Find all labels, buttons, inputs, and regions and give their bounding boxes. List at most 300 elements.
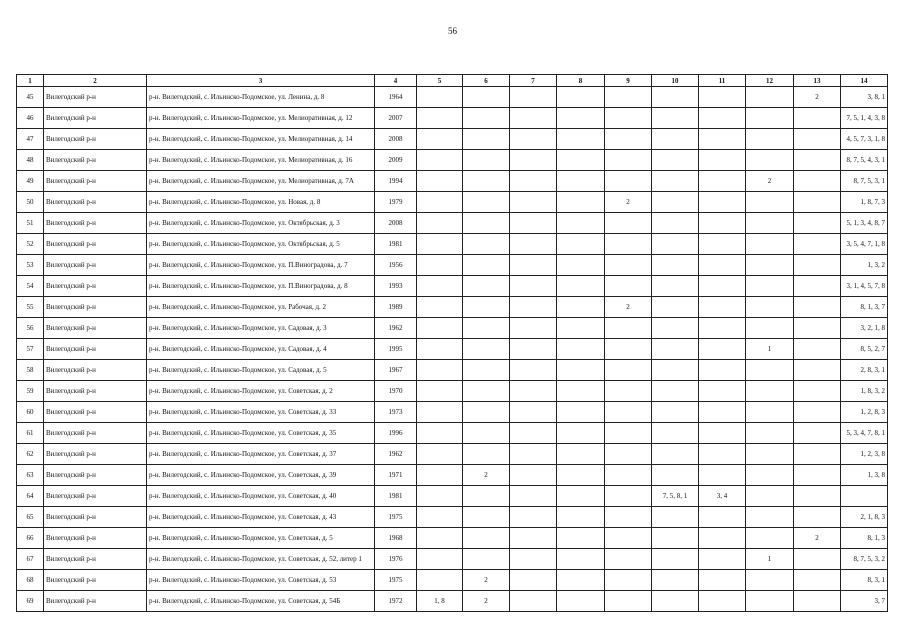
col-9-cell: 2 xyxy=(605,297,652,318)
address-cell: р-н. Вилегодский, с. Ильинско-Подомское, ул. Советская, д. 43 xyxy=(147,507,375,528)
column-header-2: 2 xyxy=(44,75,147,87)
col-10-cell xyxy=(652,171,699,192)
col-11-cell xyxy=(699,528,746,549)
col-8-cell xyxy=(557,150,605,171)
table-row xyxy=(17,108,888,129)
col-10-cell xyxy=(652,318,699,339)
row-number-cell: 66 xyxy=(17,528,44,549)
col-9-cell xyxy=(605,549,652,570)
row-number-cell: 50 xyxy=(17,192,44,213)
table-row xyxy=(17,549,888,570)
address-cell: р-н. Вилегодский, с. Ильинско-Подомское, ул. Советская, д. 53 xyxy=(147,570,375,591)
col-5-cell xyxy=(417,507,463,528)
col-5-cell xyxy=(417,171,463,192)
col-6-cell xyxy=(463,234,510,255)
col-5-cell xyxy=(417,276,463,297)
header-row xyxy=(17,75,888,87)
col-13-cell xyxy=(794,507,841,528)
col-12-cell xyxy=(746,318,794,339)
col-12-cell xyxy=(746,297,794,318)
row-number-cell: 55 xyxy=(17,297,44,318)
col-7-cell xyxy=(510,549,557,570)
address-cell: р-н. Вилегодский, с. Ильинско-Подомское, ул. Советская, д. 5 xyxy=(147,528,375,549)
col-6-cell xyxy=(463,171,510,192)
col-5-cell xyxy=(417,402,463,423)
col-8-cell xyxy=(557,591,605,612)
col-10-cell xyxy=(652,150,699,171)
col-13-cell xyxy=(794,276,841,297)
district-cell: Вилегодский р-н xyxy=(44,444,147,465)
col-5-cell xyxy=(417,129,463,150)
year-cell: 2008 xyxy=(375,129,417,150)
address-cell: р-н. Вилегодский, с. Ильинско-Подомское, ул. Советская, д. 40 xyxy=(147,486,375,507)
col-7-cell xyxy=(510,108,557,129)
table-row xyxy=(17,507,888,528)
col-14-cell: 8, 3, 1 xyxy=(841,570,888,591)
year-cell: 1995 xyxy=(375,339,417,360)
address-cell: р-н. Вилегодский, с. Ильинско-Подомское, ул. П.Виноградова, д. 7 xyxy=(147,255,375,276)
col-14-cell: 1, 2, 3, 8 xyxy=(841,444,888,465)
column-header-11: 11 xyxy=(699,75,746,87)
col-6-cell: 2 xyxy=(463,465,510,486)
col-13-cell xyxy=(794,234,841,255)
col-10-cell xyxy=(652,402,699,423)
col-6-cell xyxy=(463,423,510,444)
col-9-cell xyxy=(605,150,652,171)
year-cell: 2009 xyxy=(375,150,417,171)
col-13-cell xyxy=(794,591,841,612)
column-header-1: 1 xyxy=(17,75,44,87)
address-cell: р-н. Вилегодский, с. Ильинско-Подомское, ул. Октябрьская, д. 5 xyxy=(147,234,375,255)
col-9-cell xyxy=(605,276,652,297)
col-8-cell xyxy=(557,402,605,423)
col-10-cell xyxy=(652,465,699,486)
col-6-cell xyxy=(463,213,510,234)
district-cell: Вилегодский р-н xyxy=(44,234,147,255)
col-8-cell xyxy=(557,528,605,549)
address-cell: р-н. Вилегодский, с. Ильинско-Подомское, ул. Новая, д. 8 xyxy=(147,192,375,213)
col-8-cell xyxy=(557,360,605,381)
table-row xyxy=(17,171,888,192)
table-row xyxy=(17,339,888,360)
column-header-3: 3 xyxy=(147,75,375,87)
col-5-cell xyxy=(417,213,463,234)
col-11-cell xyxy=(699,507,746,528)
col-11-cell xyxy=(699,549,746,570)
col-5-cell xyxy=(417,486,463,507)
col-9-cell xyxy=(605,423,652,444)
col-9-cell xyxy=(605,486,652,507)
year-cell: 2007 xyxy=(375,108,417,129)
col-13-cell xyxy=(794,318,841,339)
address-cell: р-н. Вилегодский, с. Ильинско-Подомское, ул. Рабочая, д. 2 xyxy=(147,297,375,318)
row-number-cell: 57 xyxy=(17,339,44,360)
col-10-cell xyxy=(652,234,699,255)
district-cell: Вилегодский р-н xyxy=(44,381,147,402)
col-10-cell xyxy=(652,297,699,318)
col-13-cell xyxy=(794,423,841,444)
col-8-cell xyxy=(557,444,605,465)
col-11-cell xyxy=(699,87,746,108)
row-number-cell: 64 xyxy=(17,486,44,507)
district-cell: Вилегодский р-н xyxy=(44,570,147,591)
col-7-cell xyxy=(510,570,557,591)
col-9-cell xyxy=(605,318,652,339)
col-10-cell xyxy=(652,87,699,108)
year-cell: 1994 xyxy=(375,171,417,192)
col-9-cell xyxy=(605,591,652,612)
col-12-cell xyxy=(746,360,794,381)
table-row xyxy=(17,402,888,423)
col-10-cell xyxy=(652,255,699,276)
col-7-cell xyxy=(510,444,557,465)
column-header-7: 7 xyxy=(510,75,557,87)
col-11-cell xyxy=(699,591,746,612)
col-14-cell: 8, 5, 2, 7 xyxy=(841,339,888,360)
col-12-cell xyxy=(746,591,794,612)
row-number-cell: 67 xyxy=(17,549,44,570)
table-row xyxy=(17,297,888,318)
col-9-cell xyxy=(605,255,652,276)
address-cell: р-н. Вилегодский, с. Ильинско-Подомское, ул. Советская, д. 54Б xyxy=(147,591,375,612)
district-cell: Вилегодский р-н xyxy=(44,255,147,276)
col-8-cell xyxy=(557,570,605,591)
col-14-cell: 4, 5, 7, 3, 1, 8 xyxy=(841,129,888,150)
col-8-cell xyxy=(557,171,605,192)
table-row xyxy=(17,318,888,339)
col-8-cell xyxy=(557,339,605,360)
column-header-9: 9 xyxy=(605,75,652,87)
year-cell: 1968 xyxy=(375,528,417,549)
column-header-4: 4 xyxy=(375,75,417,87)
col-11-cell xyxy=(699,465,746,486)
col-13-cell xyxy=(794,339,841,360)
district-cell: Вилегодский р-н xyxy=(44,486,147,507)
col-7-cell xyxy=(510,297,557,318)
col-7-cell xyxy=(510,87,557,108)
col-7-cell xyxy=(510,423,557,444)
col-5-cell xyxy=(417,255,463,276)
col-6-cell xyxy=(463,150,510,171)
col-12-cell xyxy=(746,129,794,150)
col-14-cell: 7, 5, 1, 4, 3, 8 xyxy=(841,108,888,129)
col-5-cell xyxy=(417,528,463,549)
col-8-cell xyxy=(557,465,605,486)
col-10-cell: 7, 5, 8, 1 xyxy=(652,486,699,507)
year-cell: 1971 xyxy=(375,465,417,486)
col-13-cell: 2 xyxy=(794,528,841,549)
col-13-cell xyxy=(794,150,841,171)
year-cell: 1993 xyxy=(375,276,417,297)
address-cell: р-н. Вилегодский, с. Ильинско-Подомское, ул. Садовая, д. 5 xyxy=(147,360,375,381)
address-cell: р-н. Вилегодский, с. Ильинско-Подомское, ул. Мелиоративная, д. 7А xyxy=(147,171,375,192)
district-cell: Вилегодский р-н xyxy=(44,465,147,486)
col-8-cell xyxy=(557,276,605,297)
address-cell: р-н. Вилегодский, с. Ильинско-Подомское, ул. Советская, д. 37 xyxy=(147,444,375,465)
district-cell: Вилегодский р-н xyxy=(44,150,147,171)
table-row xyxy=(17,192,888,213)
col-5-cell xyxy=(417,297,463,318)
col-8-cell xyxy=(557,423,605,444)
col-8-cell xyxy=(557,213,605,234)
col-12-cell xyxy=(746,486,794,507)
col-13-cell xyxy=(794,465,841,486)
col-14-cell: 1, 8, 7, 3 xyxy=(841,192,888,213)
year-cell: 1956 xyxy=(375,255,417,276)
district-cell: Вилегодский р-н xyxy=(44,171,147,192)
col-13-cell xyxy=(794,129,841,150)
col-14-cell: 2, 8, 3, 1 xyxy=(841,360,888,381)
col-11-cell xyxy=(699,360,746,381)
row-number-cell: 62 xyxy=(17,444,44,465)
row-number-cell: 52 xyxy=(17,234,44,255)
district-cell: Вилегодский р-н xyxy=(44,528,147,549)
col-14-cell: 3, 8, 1 xyxy=(841,87,888,108)
table-row xyxy=(17,591,888,612)
district-cell: Вилегодский р-н xyxy=(44,297,147,318)
col-11-cell xyxy=(699,402,746,423)
column-header-5: 5 xyxy=(417,75,463,87)
column-header-13: 13 xyxy=(794,75,841,87)
col-7-cell xyxy=(510,276,557,297)
address-cell: р-н. Вилегодский, с. Ильинско-Подомское, ул. П.Виноградова, д. 8 xyxy=(147,276,375,297)
col-10-cell xyxy=(652,276,699,297)
table-row xyxy=(17,129,888,150)
table-row xyxy=(17,360,888,381)
year-cell: 1970 xyxy=(375,381,417,402)
col-9-cell xyxy=(605,129,652,150)
district-cell: Вилегодский р-н xyxy=(44,339,147,360)
col-13-cell xyxy=(794,402,841,423)
col-11-cell xyxy=(699,423,746,444)
col-14-cell: 1, 3, 8 xyxy=(841,465,888,486)
col-14-cell: 8, 7, 5, 3, 2 xyxy=(841,549,888,570)
table-row xyxy=(17,570,888,591)
col-12-cell: 1 xyxy=(746,339,794,360)
col-6-cell xyxy=(463,297,510,318)
col-5-cell: 1, 8 xyxy=(417,591,463,612)
col-8-cell xyxy=(557,255,605,276)
col-14-cell: 8, 7, 5, 3, 1 xyxy=(841,171,888,192)
col-10-cell xyxy=(652,339,699,360)
col-11-cell xyxy=(699,297,746,318)
col-5-cell xyxy=(417,339,463,360)
col-14-cell: 8, 1, 3 xyxy=(841,528,888,549)
col-13-cell xyxy=(794,486,841,507)
col-10-cell xyxy=(652,423,699,444)
district-cell: Вилегодский р-н xyxy=(44,276,147,297)
col-5-cell xyxy=(417,444,463,465)
year-cell: 1973 xyxy=(375,402,417,423)
col-12-cell xyxy=(746,276,794,297)
col-8-cell xyxy=(557,108,605,129)
col-11-cell xyxy=(699,108,746,129)
year-cell: 1976 xyxy=(375,549,417,570)
address-cell: р-н. Вилегодский, с. Ильинско-Подомское, ул. Советская, д. 33 xyxy=(147,402,375,423)
col-8-cell xyxy=(557,87,605,108)
col-12-cell xyxy=(746,87,794,108)
col-11-cell xyxy=(699,171,746,192)
col-12-cell xyxy=(746,570,794,591)
table-row xyxy=(17,528,888,549)
col-12-cell xyxy=(746,423,794,444)
district-cell: Вилегодский р-н xyxy=(44,507,147,528)
row-number-cell: 61 xyxy=(17,423,44,444)
col-14-cell: 3, 5, 4, 7, 1, 8 xyxy=(841,234,888,255)
col-10-cell xyxy=(652,360,699,381)
col-11-cell xyxy=(699,234,746,255)
col-12-cell xyxy=(746,444,794,465)
col-13-cell xyxy=(794,213,841,234)
year-cell: 1975 xyxy=(375,570,417,591)
col-14-cell: 3, 7 xyxy=(841,591,888,612)
col-6-cell xyxy=(463,444,510,465)
col-11-cell xyxy=(699,255,746,276)
col-13-cell: 2 xyxy=(794,87,841,108)
district-cell: Вилегодский р-н xyxy=(44,402,147,423)
col-7-cell xyxy=(510,339,557,360)
col-5-cell xyxy=(417,360,463,381)
col-7-cell xyxy=(510,381,557,402)
col-8-cell xyxy=(557,318,605,339)
col-8-cell xyxy=(557,507,605,528)
col-12-cell xyxy=(746,150,794,171)
col-12-cell xyxy=(746,234,794,255)
col-14-cell: 2, 1, 8, 3 xyxy=(841,507,888,528)
col-13-cell xyxy=(794,255,841,276)
year-cell: 1996 xyxy=(375,423,417,444)
col-6-cell xyxy=(463,276,510,297)
col-13-cell xyxy=(794,297,841,318)
year-cell: 2008 xyxy=(375,213,417,234)
district-cell: Вилегодский р-н xyxy=(44,360,147,381)
address-cell: р-н. Вилегодский, с. Ильинско-Подомское, ул. Мелиоративная, д. 16 xyxy=(147,150,375,171)
table-body xyxy=(17,87,888,612)
table-row xyxy=(17,486,888,507)
address-cell: р-н. Вилегодский, с. Ильинско-Подомское, ул. Садовая, д. 3 xyxy=(147,318,375,339)
col-6-cell xyxy=(463,486,510,507)
col-9-cell xyxy=(605,381,652,402)
col-9-cell xyxy=(605,360,652,381)
col-5-cell xyxy=(417,87,463,108)
col-6-cell xyxy=(463,528,510,549)
year-cell: 1967 xyxy=(375,360,417,381)
col-7-cell xyxy=(510,192,557,213)
col-13-cell xyxy=(794,381,841,402)
col-7-cell xyxy=(510,360,557,381)
address-cell: р-н. Вилегодский, с. Ильинско-Подомское, ул. Советская, д. 39 xyxy=(147,465,375,486)
address-cell: р-н. Вилегодский, с. Ильинско-Подомское, ул. Мелиоративная, д. 14 xyxy=(147,129,375,150)
col-5-cell xyxy=(417,318,463,339)
year-cell: 1989 xyxy=(375,297,417,318)
col-11-cell xyxy=(699,444,746,465)
col-9-cell xyxy=(605,465,652,486)
col-10-cell xyxy=(652,570,699,591)
row-number-cell: 56 xyxy=(17,318,44,339)
col-10-cell xyxy=(652,108,699,129)
col-8-cell xyxy=(557,129,605,150)
district-cell: Вилегодский р-н xyxy=(44,213,147,234)
row-number-cell: 45 xyxy=(17,87,44,108)
col-10-cell xyxy=(652,507,699,528)
year-cell: 1962 xyxy=(375,444,417,465)
col-13-cell xyxy=(794,360,841,381)
col-8-cell xyxy=(557,486,605,507)
column-header-6: 6 xyxy=(463,75,510,87)
col-7-cell xyxy=(510,507,557,528)
district-cell: Вилегодский р-н xyxy=(44,129,147,150)
col-8-cell xyxy=(557,234,605,255)
table-row xyxy=(17,150,888,171)
col-9-cell xyxy=(605,528,652,549)
col-9-cell xyxy=(605,402,652,423)
col-11-cell xyxy=(699,276,746,297)
col-7-cell xyxy=(510,171,557,192)
col-13-cell xyxy=(794,570,841,591)
row-number-cell: 47 xyxy=(17,129,44,150)
col-11-cell xyxy=(699,213,746,234)
year-cell: 1962 xyxy=(375,318,417,339)
year-cell: 1964 xyxy=(375,87,417,108)
col-10-cell xyxy=(652,444,699,465)
col-9-cell xyxy=(605,570,652,591)
address-cell: р-н. Вилегодский, с. Ильинско-Подомское, ул. Октябрьская, д. 3 xyxy=(147,213,375,234)
col-7-cell xyxy=(510,150,557,171)
row-number-cell: 48 xyxy=(17,150,44,171)
col-6-cell xyxy=(463,87,510,108)
col-14-cell: 8, 1, 3, 7 xyxy=(841,297,888,318)
row-number-cell: 46 xyxy=(17,108,44,129)
row-number-cell: 53 xyxy=(17,255,44,276)
table-row xyxy=(17,423,888,444)
row-number-cell: 49 xyxy=(17,171,44,192)
address-cell: р-н. Вилегодский, с. Ильинско-Подомское, ул. Советская, д. 35 xyxy=(147,423,375,444)
col-14-cell: 3, 1, 4, 5, 7, 8 xyxy=(841,276,888,297)
col-14-cell: 1, 3, 2 xyxy=(841,255,888,276)
row-number-cell: 60 xyxy=(17,402,44,423)
col-6-cell: 2 xyxy=(463,591,510,612)
table-row xyxy=(17,255,888,276)
col-13-cell xyxy=(794,108,841,129)
col-12-cell xyxy=(746,465,794,486)
row-number-cell: 68 xyxy=(17,570,44,591)
col-9-cell: 2 xyxy=(605,192,652,213)
col-11-cell xyxy=(699,318,746,339)
col-7-cell xyxy=(510,528,557,549)
col-14-cell xyxy=(841,486,888,507)
col-6-cell xyxy=(463,402,510,423)
col-9-cell xyxy=(605,234,652,255)
col-8-cell xyxy=(557,192,605,213)
col-10-cell xyxy=(652,192,699,213)
col-7-cell xyxy=(510,255,557,276)
district-cell: Вилегодский р-н xyxy=(44,192,147,213)
year-cell: 1975 xyxy=(375,507,417,528)
district-cell: Вилегодский р-н xyxy=(44,318,147,339)
col-12-cell xyxy=(746,192,794,213)
col-6-cell xyxy=(463,339,510,360)
col-9-cell xyxy=(605,171,652,192)
col-6-cell xyxy=(463,192,510,213)
page-number: 56 xyxy=(448,26,457,36)
col-12-cell xyxy=(746,108,794,129)
col-12-cell xyxy=(746,213,794,234)
table-row xyxy=(17,234,888,255)
col-5-cell xyxy=(417,423,463,444)
col-12-cell: 2 xyxy=(746,171,794,192)
col-10-cell xyxy=(652,528,699,549)
col-8-cell xyxy=(557,549,605,570)
